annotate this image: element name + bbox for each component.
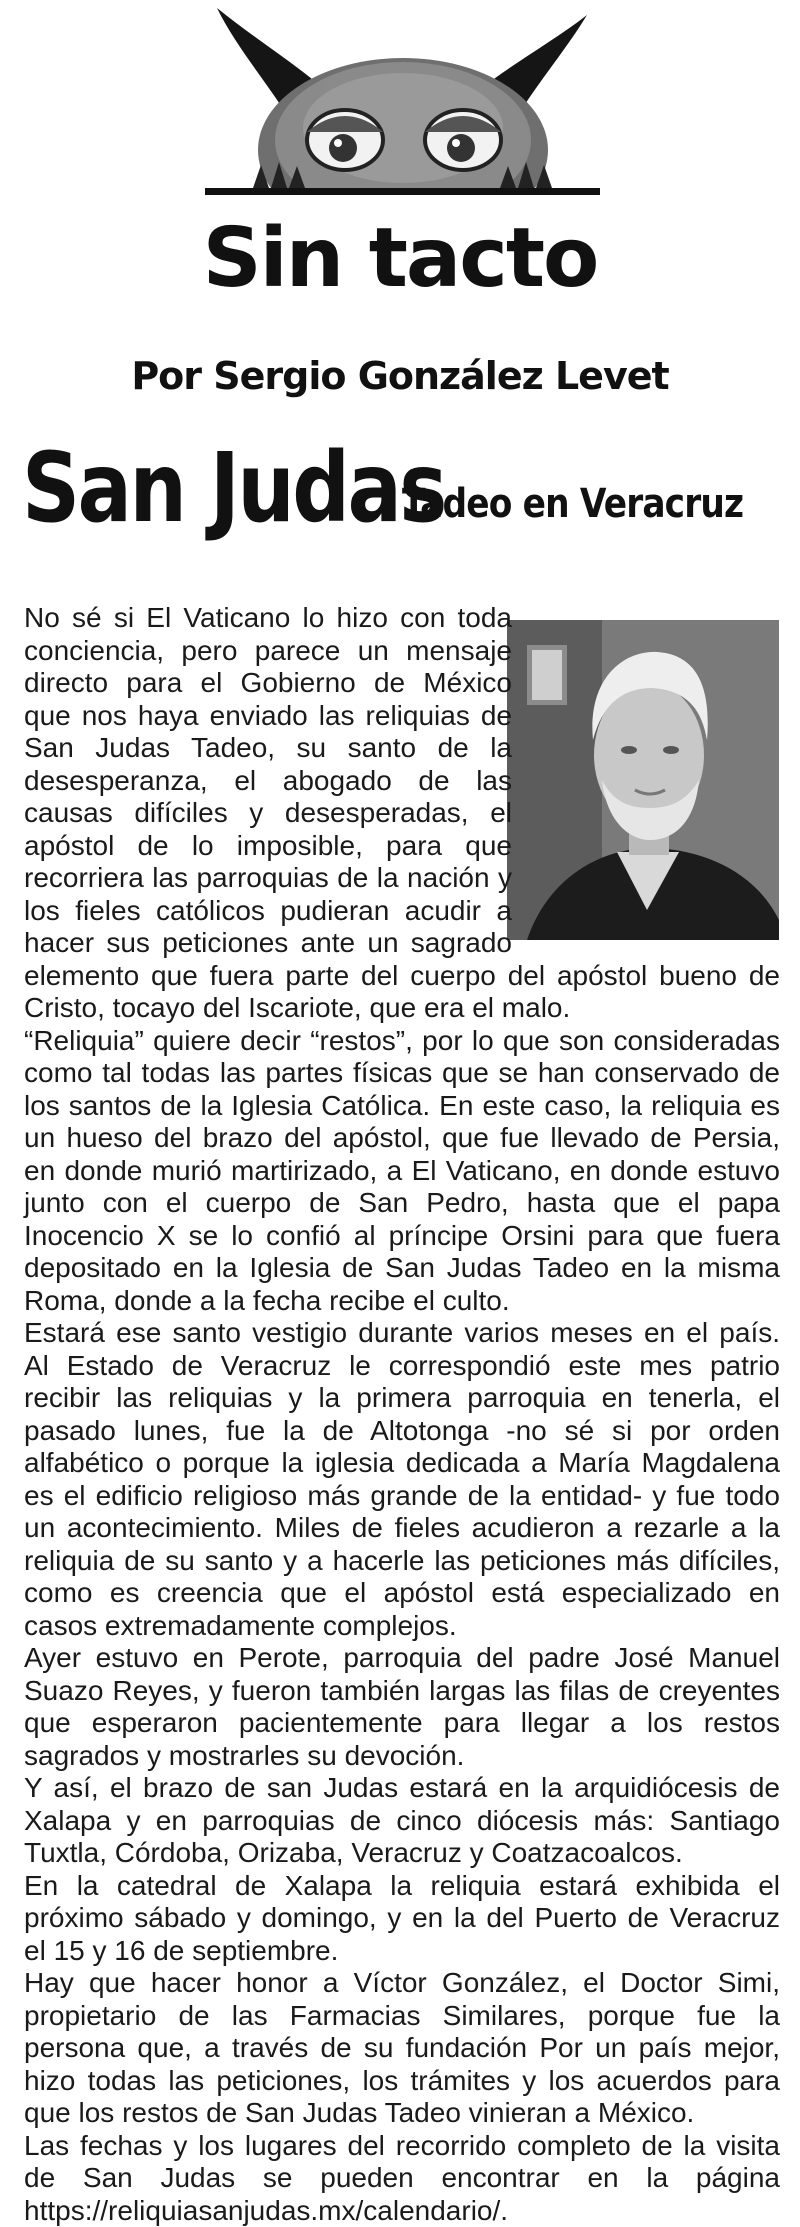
headline [22, 440, 792, 536]
column-title: Sin tacto [0, 218, 800, 300]
paragraph: Estará ese santo vestigio durante varios meses en el país. Al Estado de Veracruz le correspondió este mes patrio recibir las reliquias y la primera parroquia en tenerla, el pasado lunes, fue la de Altotonga -no sé si por orden alfabético o porque la iglesia dedicada a María Magdalena es el edificio religioso más grande de la entidad- y fue todo un acontecimiento. Miles de fieles acudieron a rezarle a la reliquia de su santo y a hacerle las peticiones más difíciles, como es creencia que el apóstol está especializado en casos extremadamente complejos. [24, 1317, 780, 1642]
monster-mascot-icon [205, 0, 600, 195]
byline: Por Sergio González Levet [0, 357, 800, 395]
paragraph: En la catedral de Xalapa la reliquia estará exhibida el próximo sábado y domingo, y en la del Puerto de Veracruz el 15 y 16 de septiembre. [24, 1870, 780, 1968]
paragraph: Las fechas y los lugares del recorrido completo de la visita de San Judas se pueden encontrar en la página https://reliquiasanjudas.mx/calendario/. [24, 2130, 780, 2227]
paragraph: “Reliquia” quiere decir “restos”, por lo que son consideradas como tal todas las partes físicas que se han conservado de los santos de la Iglesia Católica. En este caso, la reliquia es un hueso del brazo del apóstol, que fue llevado de Persia, en donde murió martirizado, a El Vaticano, en donde estuvo junto con el cuerpo de San Pedro, hasta que el papa Inocencio X se lo confió al príncipe Orsini para que fuera depositado en la Iglesia de San Judas Tadeo en la misma Roma, donde a la fecha recibe el culto. [24, 1025, 780, 1318]
paragraph: Hay que hacer honor a Víctor González, el Doctor Simi, propietario de las Farmacias Similares, porque fue la persona que, a través de su fundación Por un país mejor, hizo todas las peticiones, los trámites y los acuerdos para que los restos de San Judas Tadeo vinieran a México. [24, 1967, 780, 2130]
headline-main: San Judas [22, 440, 445, 536]
paragraph: No sé si El Vaticano lo hizo con toda conciencia, pero parece un mensaje directo para el Gobierno de México que nos haya enviado las reliquias de San Judas Tadeo, su santo de la desesperanza, el abogado de las causas difíciles y desesperadas, el apóstol de lo imposible, para que recorriera las parroquias de la nación y los fieles católicos pudieran acudir a hacer sus peticiones ante un sagrado elemento que fuera parte del cuerpo del apóstol bueno de Cristo, tocayo del Iscariote, que era el malo. [24, 602, 780, 1025]
article-body [24, 602, 780, 2227]
paragraph: Y así, el brazo de san Judas estará en la arquidiócesis de Xalapa y en parroquias de cinco diócesis más: Santiago Tuxtla, Córdoba, Orizaba, Veracruz y Coatzacoalcos. [24, 1772, 780, 1870]
paragraph: Ayer estuvo en Perote, parroquia del padre José Manuel Suazo Reyes, y fueron también largas las filas de creyentes que esperaron pacientemente para llegar a los restos sagrados y mostrarles su devoción. [24, 1642, 780, 1772]
headline-sub: Tadeo en Veracruz [402, 484, 743, 524]
